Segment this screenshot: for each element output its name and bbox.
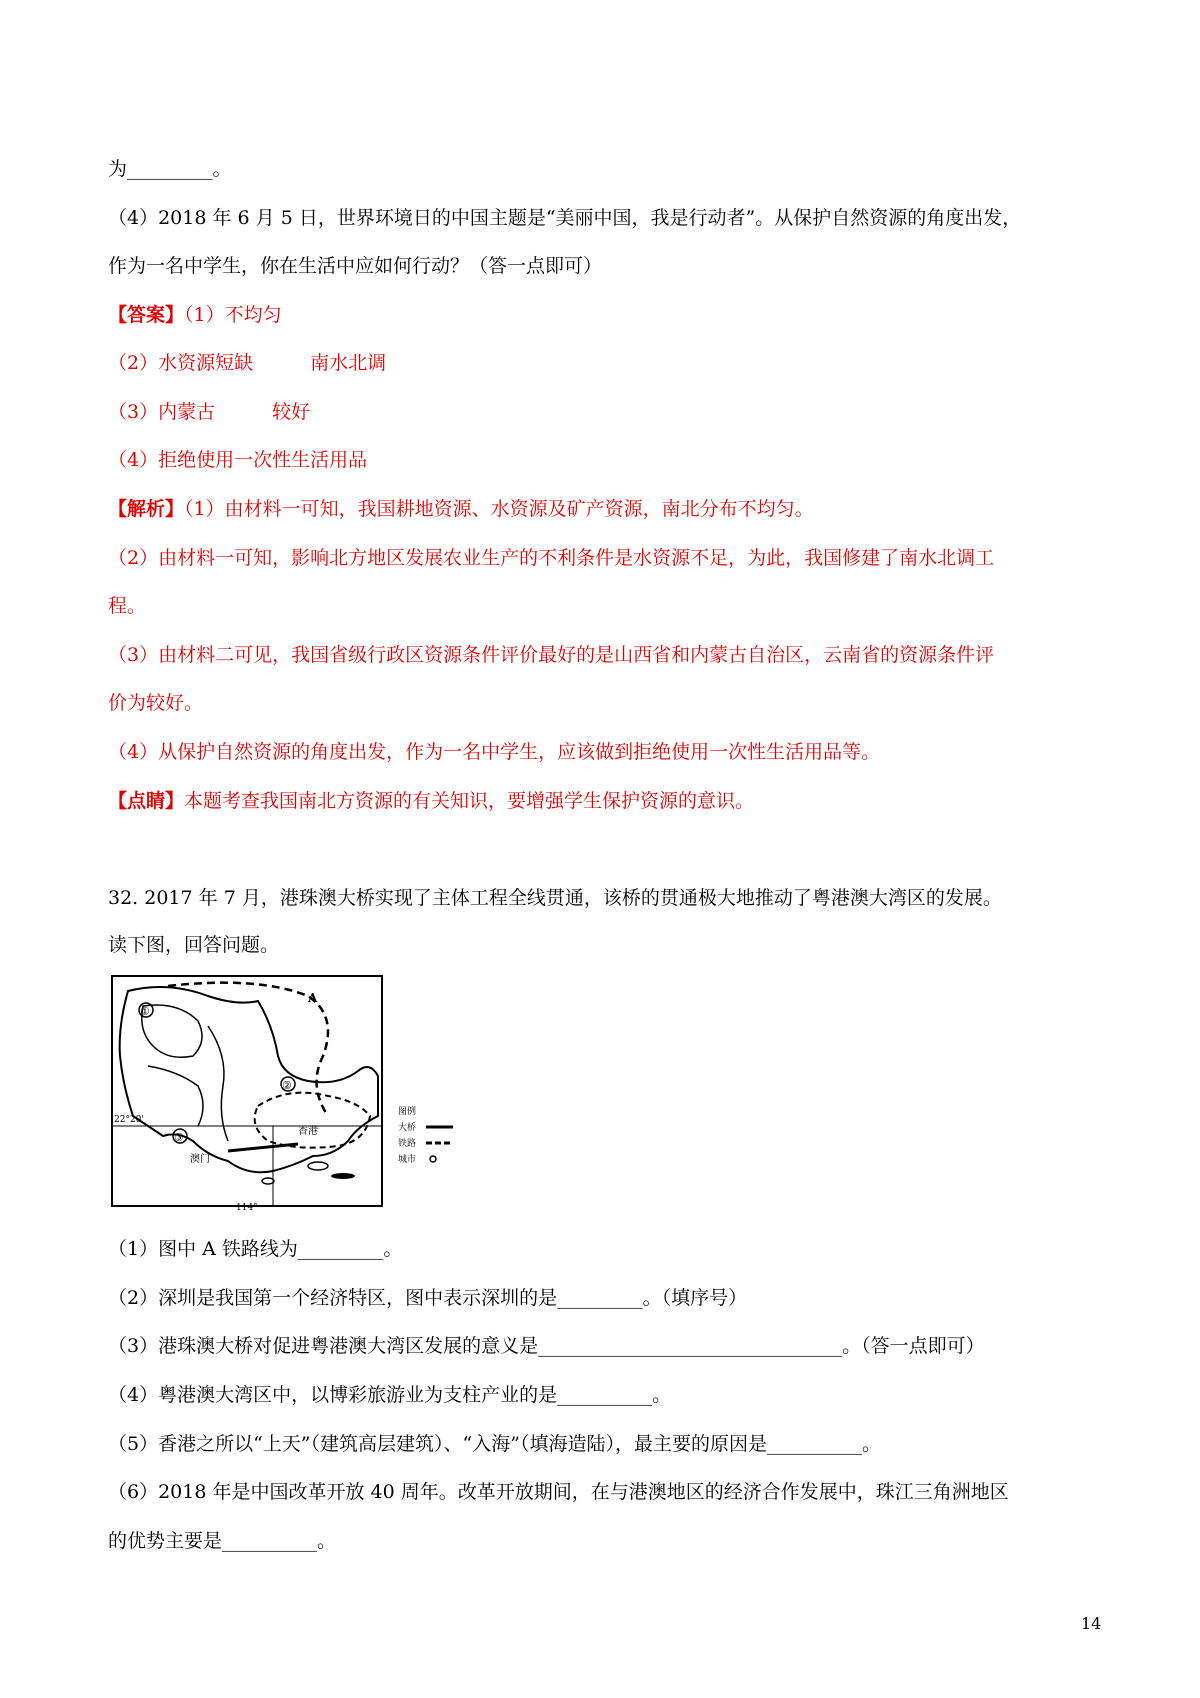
marker-1: ①: [140, 1005, 150, 1018]
legend-bridge: 大桥: [398, 1123, 417, 1133]
answer-tag: 【答案】: [108, 304, 185, 326]
marker-3: ③: [174, 1131, 184, 1144]
legend-rail: 铁路: [398, 1139, 417, 1149]
pearl-river-delta-map: [108, 966, 492, 1215]
question-4-line-2: 作为一名中学生，你在生活中应如何行动？（答一点即可）: [108, 255, 603, 277]
answer-2: （2）水资源短缺 南水北调: [108, 352, 387, 374]
analysis-2-line-2: 程。: [108, 595, 147, 617]
question-32-line-2: 读下图，回答问题。: [108, 934, 280, 956]
bay-boundary: [255, 1093, 370, 1148]
comment-tag: 【点睛】: [108, 790, 185, 812]
lon-label: 114°: [236, 1203, 258, 1213]
question-32-line-1: 32. 2017 年 7 月，港珠澳大桥实现了主体工程全线贯通，该桥的贯通极大地推动了粤港澳大湾区的发展。: [108, 887, 1002, 909]
answer-4: （4）拒绝使用一次性生活用品: [108, 449, 368, 471]
sub-question-4: （4）粤港澳大湾区中，以博彩旅游业为支柱产业的是__________。: [108, 1384, 672, 1406]
river-west: [148, 1066, 203, 1126]
analysis-4: （4）从保护自然资源的角度出发，作为一名中学生，应该做到拒绝使用一次性生活用品等。: [108, 741, 881, 763]
island: [262, 1178, 274, 1184]
marker-2: ②: [282, 1079, 292, 1092]
island: [308, 1162, 328, 1170]
hk-label: 香港: [298, 1126, 318, 1137]
page-number: 14: [1081, 1614, 1102, 1633]
analysis-1: （1）由材料一可知，我国耕地资源、水资源及矿产资源，南北分布不均匀。: [184, 498, 814, 520]
question-4-line-1: （4）2018 年 6 月 5 日，世界环境日的中国主题是“美丽中国，我是行动者”。从保护自然资源的角度出发，: [108, 207, 1022, 229]
sub-question-5: （5）香港之所以“上天”（建筑高层建筑）、“入海”（填海造陆），最主要的原因是__________。: [108, 1433, 881, 1455]
lat-label: 22°20': [114, 1115, 144, 1125]
legend-city: 城市: [398, 1155, 417, 1165]
comment-text: 本题考查我国南北方资源的有关知识，要增强学生保护资源的意识。: [184, 790, 755, 812]
answer-1: （1）不均匀: [184, 304, 282, 326]
analysis-2-line-1: （2）由材料一可知，影响北方地区发展农业生产的不利条件是水资源不足，为此，我国修建了南水北调工: [108, 547, 995, 569]
macao-label: 澳门: [190, 1154, 210, 1165]
sub-question-2: （2）深圳是我国第一个经济特区，图中表示深圳的是_________。（填序号）: [108, 1287, 748, 1309]
legend-title: 图例: [398, 1107, 417, 1117]
comment-line: [108, 788, 754, 814]
coastline: [120, 987, 378, 1172]
river-basin: [142, 1005, 202, 1057]
analysis-tag: 【解析】: [108, 498, 185, 520]
blank-line: 为_________。: [108, 158, 232, 180]
analysis-3-line-2: 价为较好。: [108, 692, 204, 714]
answer-line-1: [108, 302, 282, 328]
analysis-line-1: [108, 496, 814, 522]
legend-city-symbol: [430, 1156, 436, 1162]
sub-question-3: （3）港珠澳大桥对促进粤港澳大湾区发展的意义是________________________________。（答一点即可）: [108, 1335, 985, 1357]
rail-letter: A: [308, 991, 318, 1005]
sub-question-6-line-2: 的优势主要是__________。: [108, 1530, 337, 1552]
hkzm-bridge: [228, 1144, 298, 1151]
answer-3: （3）内蒙古 较好: [108, 401, 311, 423]
island: [331, 1173, 355, 1179]
analysis-3-line-1: （3）由材料二可见，我国省级行政区资源条件评价最好的是山西省和内蒙古自治区，云南省的资源条件评: [108, 644, 995, 666]
river-middle: [208, 1026, 228, 1141]
sub-question-1: （1）图中 A 铁路线为_________。: [108, 1238, 403, 1260]
sub-question-6-line-1: （6）2018 年是中国改革开放 40 周年。改革开放期间，在与港澳地区的经济合作发展中，珠江三角洲地区: [108, 1481, 1009, 1503]
